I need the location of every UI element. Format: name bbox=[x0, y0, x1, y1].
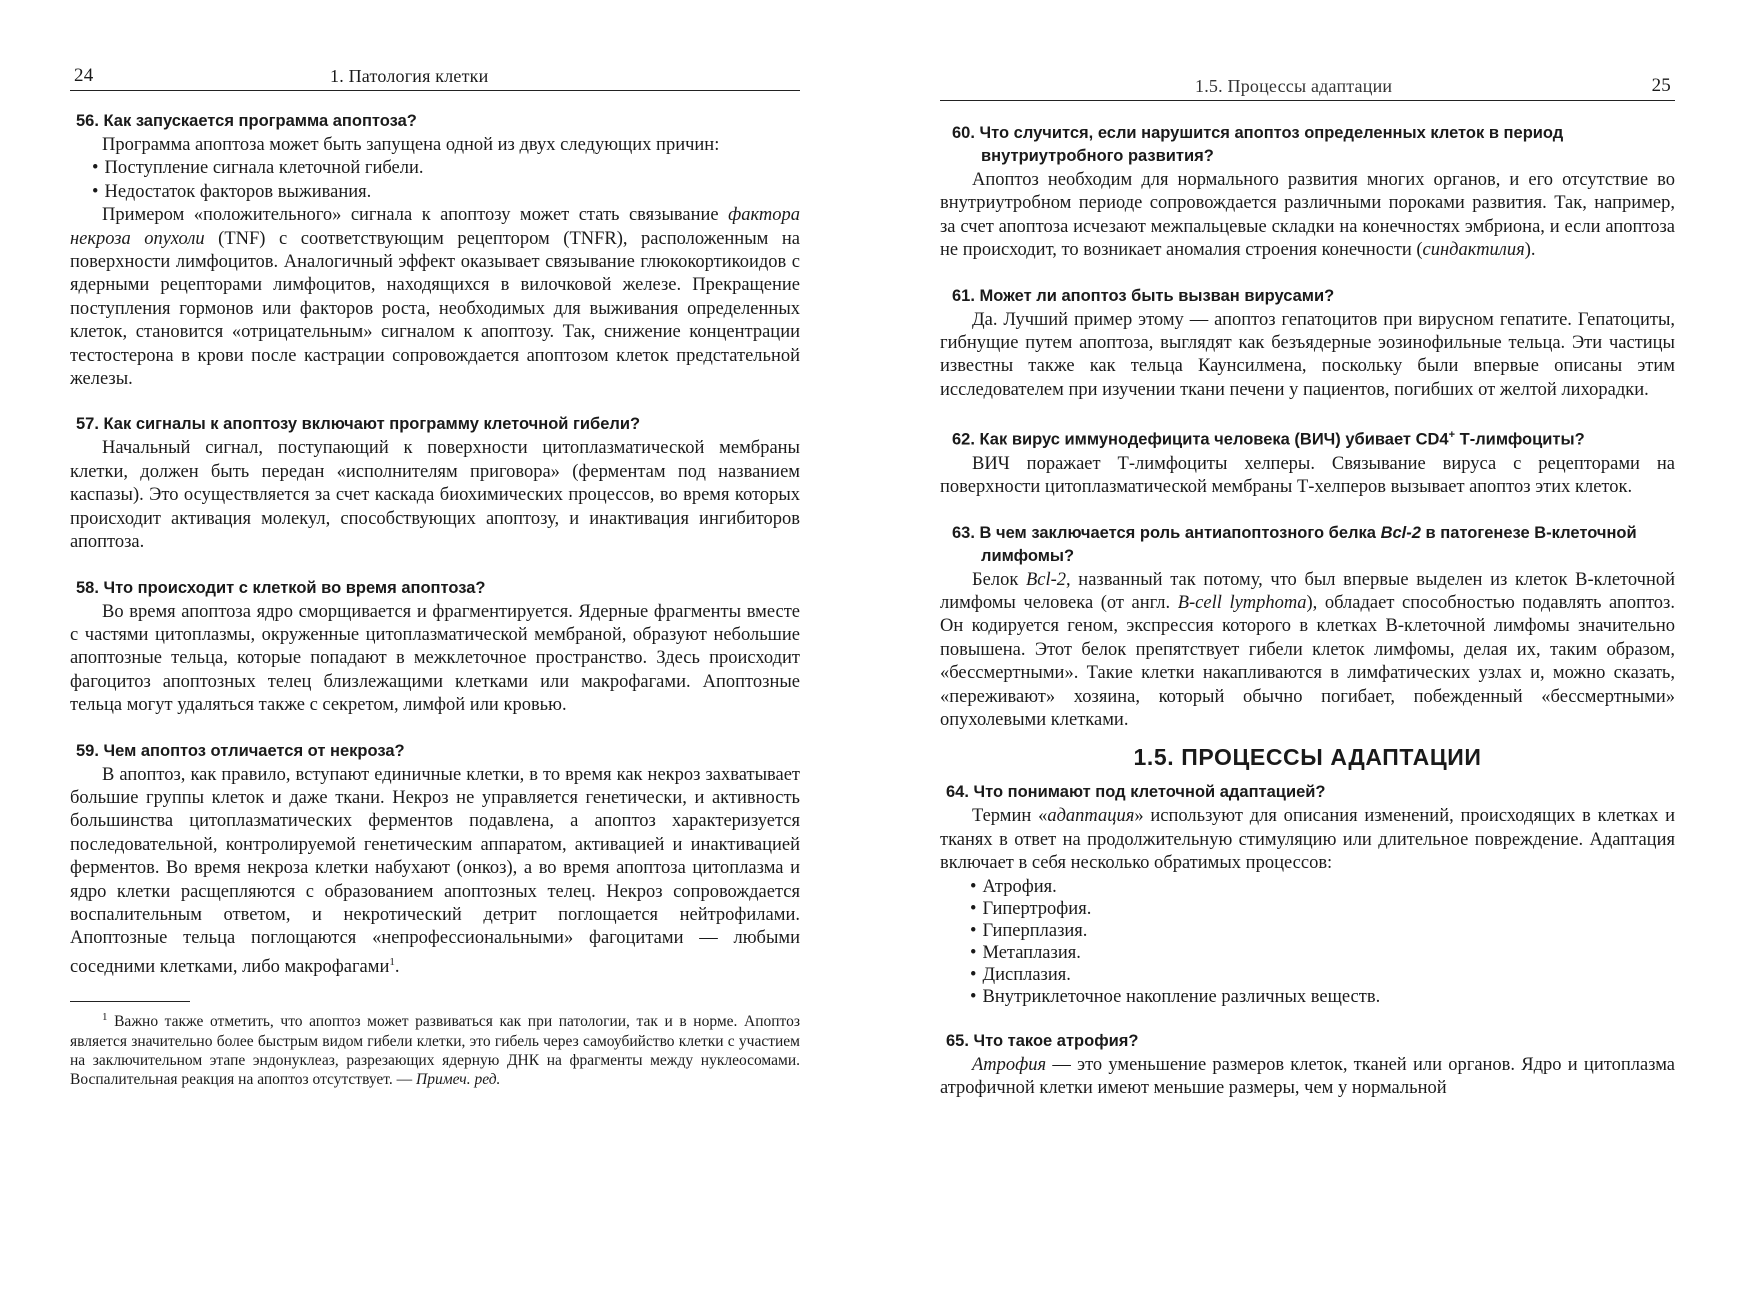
question-63 bbox=[940, 522, 1675, 733]
footnote-note: Примеч. ред. bbox=[416, 1070, 501, 1088]
question-65 bbox=[940, 1030, 1675, 1101]
question-58 bbox=[70, 577, 800, 718]
question-title: 61. Может ли апоптоз быть вызван вирусами? bbox=[952, 286, 1335, 305]
text-run: Т-лимфоциты? bbox=[1455, 430, 1585, 449]
italic-term: фактора некроза опухоли bbox=[70, 205, 800, 249]
bullet-list bbox=[70, 157, 800, 204]
question-56 bbox=[70, 110, 800, 391]
text-run: — это уменьшение размеров клеток, тканей или органов. Ядро и цитоплазма атрофичной клетки имеют меньшие размеры, чем у нормальной bbox=[940, 1054, 1675, 1099]
page-number: 25 bbox=[1651, 75, 1671, 96]
list-item: • Атрофия. bbox=[984, 876, 1675, 898]
question-title: 58. Что происходит с клеткой во время апоптоза? bbox=[76, 578, 486, 597]
question-title: 65. Что такое атрофия? bbox=[946, 1031, 1139, 1050]
text-run: ), обладает способностью подавлять апоптоз. Он кодируется геном, экспрессия которого в клетках В-клеточной лимфомы значительно повышена. Этот белок препятствует гибели клеток лимфомы, делая их, таким образом, «бессмертными». Такие клетки накапливаются в лимфатических узлах и, можно сказать, «переживают» хозяина, который обычно погибает, побежденный «бессмертными» опухолевыми клетками. bbox=[940, 592, 1675, 730]
question-title: 56. Как запускается программа апоптоза? bbox=[76, 112, 417, 130]
list-item: • Гипертрофия. bbox=[984, 898, 1675, 920]
paragraph bbox=[940, 569, 1675, 733]
question-64 bbox=[940, 781, 1675, 1007]
paragraph: ВИЧ поражает Т-лимфоциты хелперы. Связывание вируса с рецепторами на поверхности цитоплазматической мембраны Т-хелперов вызывает апоптоз этих клеток. bbox=[940, 453, 1675, 498]
paragraph bbox=[940, 1054, 1675, 1101]
paragraph: Начальный сигнал, поступающий к поверхности цитоплазматической мембраны клетки, должен быть передан «исполнителям приговора» (ферментам под названием каспазы). Это осуществляется за счет каскада биохимических процессов, во время которых происходит активация молекул, способствующих апоптозу, и инактивация ингибиторов апоптоза. bbox=[70, 438, 800, 553]
right-page bbox=[940, 0, 1675, 1294]
footnote bbox=[70, 1008, 800, 1088]
footnote-ref: 1 bbox=[389, 955, 395, 968]
text-run: ). bbox=[1524, 240, 1536, 261]
bullet-list bbox=[940, 876, 1675, 1008]
text-run: Термин « bbox=[972, 806, 1048, 827]
italic-term: Bcl-2 bbox=[1025, 569, 1067, 590]
footnote-marker: 1 bbox=[102, 1011, 108, 1024]
list-item: • Метаплазия. bbox=[984, 942, 1675, 964]
text-run: (TNF) с соответствующим рецептором (TNFR), расположенным на поверхности лимфоцитов. Аналогичный эффект оказывает связывание глюкокортикоидов с ядерными рецепторами лимфоцитов, находящихся в вилочковой железе. Прекращение поступления гормонов или факторов роста, необходимых для выживания определенных клеток, становится «отрицательным» сигналом к апоптозу. Так, снижение концентрации тестостерона в крови после кастрации сопровождается апоптозом клеток предстательной железы. bbox=[70, 228, 800, 390]
question-title: 60. Что случится, если нарушится апоптоз определенных клеток в период внутриутробного развития? bbox=[952, 124, 1564, 165]
paragraph bbox=[940, 805, 1675, 875]
list-item: • Внутриклеточное накопление различных веществ. bbox=[984, 986, 1675, 1008]
question-60 bbox=[940, 122, 1675, 263]
question-59 bbox=[70, 740, 800, 980]
paragraph: Да. Лучший пример этому — апоптоз гепатоцитов при вирусном гепатите. Гепатоциты, гибнущие путем апоптоза, выглядят как безъядерные эозинофильные тельца. Эти частицы известны также как тельца Каунсилмена, поскольку были впервые описаны этим исследователем при изучении ткани печени у пациентов, погибших от желтой лихорадки. bbox=[940, 309, 1675, 400]
paragraph: Программа апоптоза может быть запущена одной из двух следующих причин: bbox=[102, 135, 720, 155]
text-run: в патогенезе В-клеточной лимфомы? bbox=[981, 523, 1637, 565]
list-item: • Поступление сигнала клеточной гибели. bbox=[106, 157, 800, 180]
page-content bbox=[70, 110, 800, 1089]
footnote-rule bbox=[70, 1001, 190, 1002]
footnote-text: Важно также отметить, что апоптоз может развиваться как при патологии, так и в норме. Апоптоз является значительно более быстрым видом гибели клетки, это гибель через самоубийство клетки с участием на заключительном этапе эндонуклеаз, разрезающих ядерную ДНК на фрагменты между нуклеосомами. Воспалительная реакция на апоптоз отсутствует. — bbox=[70, 1013, 800, 1088]
paragraph bbox=[70, 204, 800, 391]
question-title: 59. Чем апоптоз отличается от некроза? bbox=[76, 741, 405, 760]
paragraph: Во время апоптоза ядро сморщивается и фрагментируется. Ядерные фрагменты вместе с частями цитоплазмы, окруженные цитоплазматической мембраной, образуют небольшие апоптозные тельца, которые попадают в межклеточное пространство. Здесь происходит фагоцитоз апоптозных телец близлежащими клетками или макрофагами. Апоптозные тельца могут удаляться также с секретом, лимфой или кровью. bbox=[70, 601, 800, 716]
text-run: Белок bbox=[972, 569, 1026, 590]
list-item: • Недостаток факторов выживания. bbox=[106, 181, 800, 204]
text-run: Примером «положительного» сигнала к апоптозу может стать связывание bbox=[102, 205, 729, 226]
italic-term: B-cell lymphoma bbox=[1177, 592, 1307, 613]
text-run: . bbox=[394, 956, 400, 977]
list-item: • Гиперплазия. bbox=[984, 920, 1675, 942]
italic-term: синдактилия bbox=[1422, 240, 1525, 261]
question-title: 64. Что понимают под клеточной адаптацией? bbox=[946, 783, 1326, 802]
question-title: 57. Как сигналы к апоптозу включают программу клеточной гибели? bbox=[76, 415, 641, 434]
text-run: 63. В чем заключается роль антиапоптозного белка bbox=[952, 523, 1381, 542]
question-62 bbox=[940, 424, 1675, 499]
text-run: , названный так потому, что был впервые выделен из клеток В-клеточной лимфомы человека (от англ. bbox=[940, 569, 1676, 613]
section-heading: 1.5. ПРОЦЕССЫ АДАПТАЦИИ bbox=[1133, 744, 1482, 771]
paragraph bbox=[940, 169, 1675, 263]
paragraph bbox=[70, 764, 800, 980]
running-title: 1. Патология клетки bbox=[330, 66, 489, 86]
running-header bbox=[940, 72, 1675, 101]
text-run: Апоптоз необходим для нормального развития многих органов, и его отсутствие во внутриутробном периоде сопровождается различными пороками развития. Так, например, за счет апоптоза исчезают межпальцевые складки на конечностях эмбриона, и если апоптоза не происходит, то возникает аномалия строения конечности ( bbox=[940, 170, 1675, 261]
superscript: + bbox=[1448, 429, 1456, 442]
left-page bbox=[70, 0, 800, 1294]
text-run: В апоптоз, как правило, вступают единичные клетки, в то время как некроз захватывает большие группы клеток и даже ткани. Некроз не управляется генетически, и активность большинства цитоплазматических ферментов подавлена, а апоптоз характеризуется последовательной, контролируемой генетическим аппаратом, активацией и инактивацией ферментов. Во время некроза клетки набухают (онкоз), а во время апоптоза цитоплазма и ядро клетки расщепляются с образованием апоптозных телец. Некроз сопровождается воспалительным ответом, и некротический детрит поглощается нейтрофилами. Апоптозные тельца поглощаются «непрофессиональными» фагоцитами — любыми соседними клетками, либо макрофагами bbox=[70, 764, 800, 977]
page-number: 24 bbox=[74, 65, 94, 86]
italic-term: Атрофия bbox=[972, 1054, 1047, 1075]
text-run: » используют для описания изменений, происходящих в клетках и тканях в ответ на продолжительную стимуляцию или длительное повреждение. Адаптация включает в себя несколько обратимых процессов: bbox=[940, 806, 1675, 874]
question-57 bbox=[70, 413, 800, 554]
list-item: • Дисплазия. bbox=[984, 964, 1675, 986]
question-title bbox=[952, 424, 1675, 452]
running-title: 1.5. Процессы адаптации bbox=[1195, 76, 1393, 96]
text-run: 62. Как вирус иммунодефицита человека (ВИЧ) убивает CD4 bbox=[952, 430, 1449, 449]
italic-term: адаптация bbox=[1047, 806, 1135, 827]
italic-term: Bcl-2 bbox=[1380, 523, 1421, 542]
question-61 bbox=[940, 285, 1675, 403]
question-title bbox=[952, 522, 1675, 568]
page-content bbox=[940, 122, 1675, 1122]
running-header bbox=[70, 62, 800, 91]
